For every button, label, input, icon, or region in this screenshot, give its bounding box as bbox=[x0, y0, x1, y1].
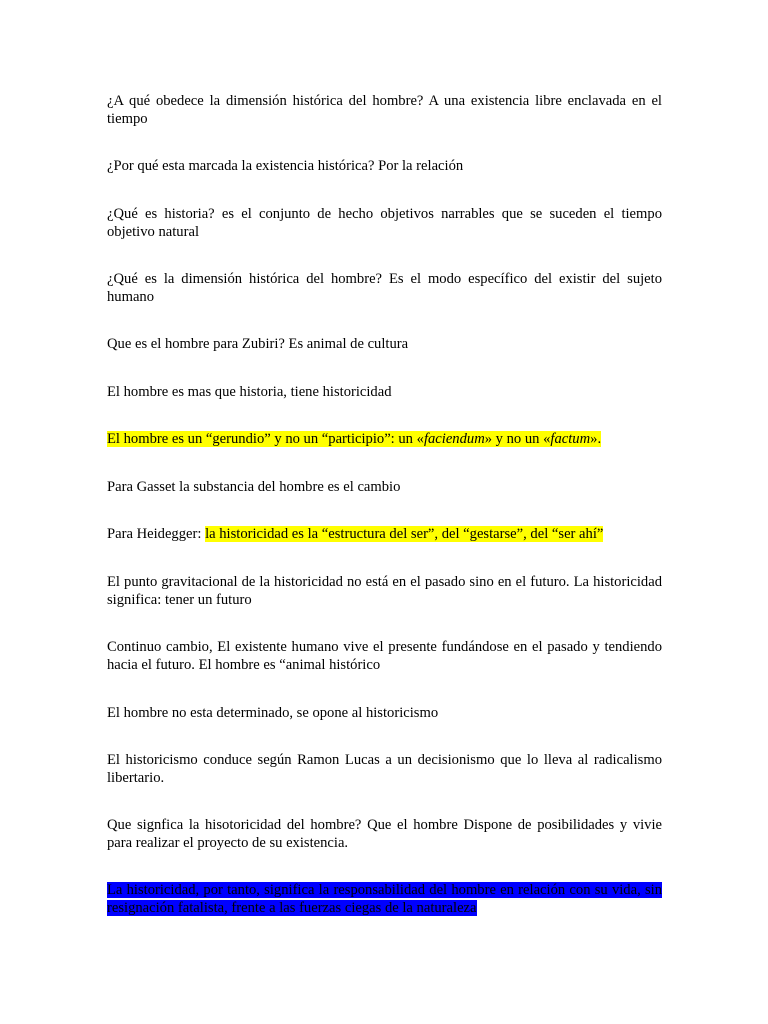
paragraph-hisotoricidad: Que signfica la hisotoricidad del hombre? Que el hombre Dispone de posibilidades y vivie para realizar el proyecto de su existencia. bbox=[107, 817, 662, 851]
gerundio-text-2: » y no un « bbox=[484, 431, 551, 447]
paragraph-heidegger bbox=[107, 525, 662, 543]
factum-term: factum bbox=[550, 431, 591, 447]
highlight-responsabilidad: La historicidad, por tanto, significa la responsabilidad del hombre en relación con su vida, sin resignación fatalista, frente a las fuerzas ciegas de la naturaleza bbox=[107, 882, 662, 916]
heidegger-highlight: la historicidad es la “estructura del ser”, del “gestarse”, del “ser ahí” bbox=[205, 526, 604, 542]
paragraph-punto-gravitacional: El punto gravitacional de la historicidad no está en el pasado sino en el futuro. La historicidad significa: tener un futuro bbox=[107, 574, 662, 608]
paragraph-existencia-historica: ¿Por qué esta marcada la existencia histórica? Por la relación bbox=[107, 158, 464, 174]
paragraph-que-es-historia: ¿Qué es historia? es el conjunto de hecho objetivos narrables que se suceden el tiempo objetivo natural bbox=[107, 206, 662, 240]
faciendum-term: faciendum bbox=[423, 431, 485, 447]
paragraph-dimension-historica: ¿A qué obedece la dimensión histórica del hombre? A una existencia libre enclavada en el tiempo bbox=[107, 93, 662, 127]
paragraph-zubiri: Que es el hombre para Zubiri? Es animal de cultura bbox=[107, 336, 409, 352]
gerundio-text-3: ». bbox=[590, 431, 602, 447]
paragraph-responsabilidad bbox=[107, 881, 662, 917]
paragraph-dimension-hombre: ¿Qué es la dimensión histórica del hombre? Es el modo específico del existir del sujeto humano bbox=[107, 271, 662, 305]
highlight-gerundio bbox=[107, 431, 601, 447]
gerundio-text-1: El hombre es un “gerundio” y no un “participio”: un « bbox=[107, 431, 424, 447]
paragraph-gasset: Para Gasset la substancia del hombre es el cambio bbox=[107, 479, 401, 495]
paragraph-gerundio bbox=[107, 430, 662, 448]
paragraph-no-determinado: El hombre no esta determinado, se opone al historicismo bbox=[107, 705, 439, 721]
heidegger-prefix: Para Heidegger: bbox=[107, 526, 206, 542]
paragraph-historicismo: El historicismo conduce según Ramon Lucas a un decisionismo que lo lleva al radicalismo libertario. bbox=[107, 752, 662, 786]
paragraph-continuo-cambio: Continuo cambio, El existente humano vive el presente fundándose en el pasado y tendiendo hacia el futuro. El hombre es “animal histórico bbox=[107, 639, 662, 673]
paragraph-historicidad: El hombre es mas que historia, tiene historicidad bbox=[107, 384, 392, 400]
